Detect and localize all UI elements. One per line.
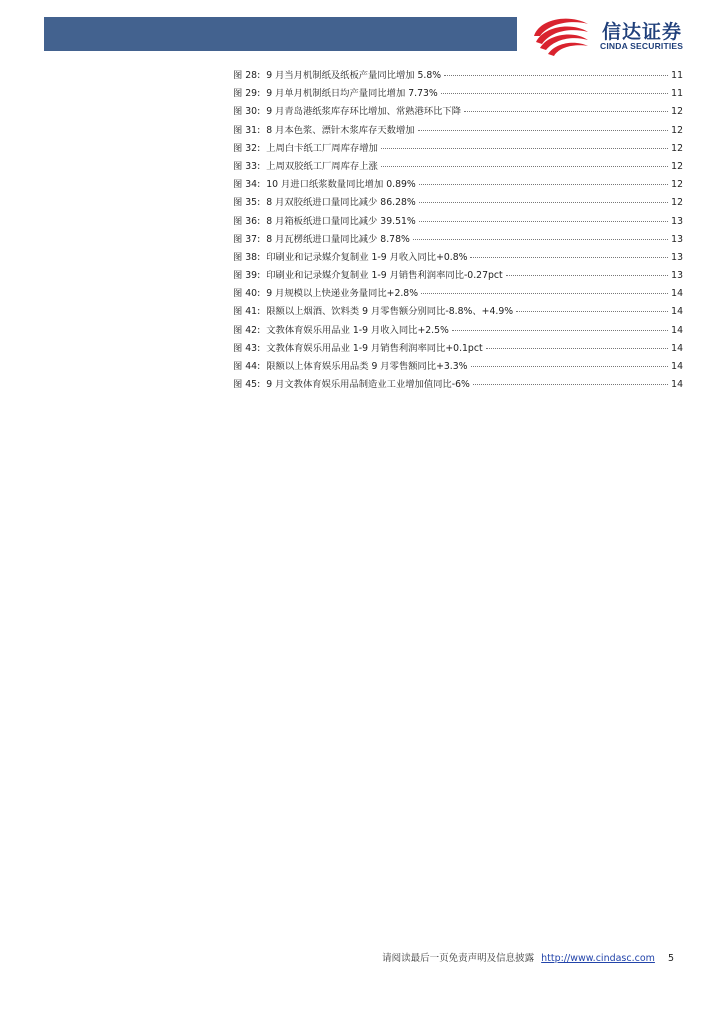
- toc-label: 图 33:: [233, 160, 261, 172]
- toc-page-number: 14: [671, 324, 683, 336]
- toc-title: 8 月双胶纸进口量同比减少 86.28%: [266, 197, 416, 209]
- toc-label: 图 39:: [233, 270, 261, 282]
- toc-entry[interactable]: [233, 176, 683, 194]
- toc-title: 9 月单月机制纸日均产量同比增加 7.73%: [266, 88, 438, 100]
- dot-leader: [419, 184, 668, 185]
- toc-entry[interactable]: [233, 158, 683, 176]
- toc-entry[interactable]: [233, 85, 683, 103]
- toc-entry[interactable]: [233, 358, 683, 376]
- toc-title: 上周白卡纸工厂周库存增加: [266, 142, 378, 154]
- toc-entry[interactable]: [233, 376, 683, 394]
- dot-leader: [421, 293, 668, 294]
- toc-label: 图 32:: [233, 142, 261, 154]
- toc-label: 图 29:: [233, 88, 261, 100]
- toc-label: 图 35:: [233, 197, 261, 209]
- toc-entry[interactable]: [233, 267, 683, 285]
- toc-title: 9 月当月机制纸及纸板产量同比增加 5.8%: [266, 70, 442, 81]
- toc-page-number: 14: [671, 342, 683, 354]
- header-band: [44, 17, 517, 51]
- toc-entry[interactable]: [233, 303, 683, 321]
- dot-leader: [506, 275, 668, 276]
- toc-title: 限额以上烟酒、饮料类 9 月零售额分别同比-8.8%、+4.9%: [266, 306, 514, 318]
- toc-label: 图 43:: [233, 342, 261, 354]
- toc-page-number: 12: [671, 124, 683, 136]
- toc-page-number: 12: [671, 160, 683, 172]
- toc-entry[interactable]: [233, 122, 683, 140]
- page-number: 5: [667, 953, 674, 964]
- toc-label: 图 38:: [233, 251, 261, 263]
- toc-title: 文教体育娱乐用品业 1-9 月销售利润率同比+0.1pct: [266, 342, 483, 354]
- toc-label: 图 36:: [233, 215, 261, 227]
- toc-title: 8 月瓦楞纸进口量同比减少 8.78%: [266, 233, 410, 245]
- toc-page-number: 14: [671, 288, 683, 300]
- toc-title: 9 月规模以上快递业务量同比+2.8%: [266, 288, 419, 300]
- dot-leader: [441, 93, 668, 94]
- toc-entry[interactable]: [233, 285, 683, 303]
- toc-entry[interactable]: [233, 140, 683, 158]
- website-link[interactable]: http://www.cindasc.com: [541, 953, 655, 964]
- toc-page-number: 13: [671, 215, 683, 227]
- toc-page-number: 11: [671, 70, 683, 81]
- logo-english-text: CINDA SECURITIES: [600, 41, 684, 51]
- toc-entry[interactable]: [233, 67, 683, 85]
- dot-leader: [471, 366, 668, 367]
- toc-page-number: 13: [671, 251, 683, 263]
- dot-leader: [418, 130, 668, 131]
- toc-page-number: 14: [671, 379, 683, 391]
- toc-label: 图 37:: [233, 233, 261, 245]
- toc-page-number: 13: [671, 233, 683, 245]
- toc-entry[interactable]: [233, 194, 683, 212]
- toc-label: 图 45:: [233, 379, 261, 391]
- toc-title: 文教体育娱乐用品业 1-9 月收入同比+2.5%: [266, 324, 449, 336]
- toc-page-number: 12: [671, 142, 683, 154]
- toc-entry[interactable]: [233, 322, 683, 340]
- toc-entry[interactable]: [233, 103, 683, 121]
- dot-leader: [464, 111, 668, 112]
- logo-chinese-text: 信达证券: [602, 21, 683, 43]
- toc-label: 图 31:: [233, 124, 261, 136]
- toc-page-number: 12: [671, 179, 683, 191]
- toc-entry[interactable]: [233, 249, 683, 267]
- toc-label: 图 34:: [233, 179, 261, 191]
- figure-list: [233, 67, 683, 394]
- dot-leader: [452, 330, 668, 331]
- dot-leader: [419, 221, 668, 222]
- toc-label: 图 28:: [233, 70, 261, 81]
- dot-leader: [470, 257, 668, 258]
- toc-title: 印刷业和记录媒介复制业 1-9 月销售利润率同比-0.27pct: [266, 270, 503, 282]
- toc-title: 8 月本色浆、漂针木浆库存天数增加: [266, 124, 415, 136]
- toc-page-number: 14: [671, 306, 683, 318]
- toc-title: 8 月箱板纸进口量同比减少 39.51%: [266, 215, 416, 227]
- toc-title: 10 月进口纸浆数量同比增加 0.89%: [266, 179, 416, 191]
- toc-entry[interactable]: [233, 340, 683, 358]
- dot-leader: [381, 148, 668, 149]
- toc-entry[interactable]: [233, 231, 683, 249]
- disclaimer-text: 请阅读最后一页免责声明及信息披露: [382, 953, 535, 964]
- dot-leader: [473, 384, 668, 385]
- toc-entry[interactable]: [233, 213, 683, 231]
- dot-leader: [419, 202, 668, 203]
- toc-title: 印刷业和记录媒介复制业 1-9 月收入同比+0.8%: [266, 251, 468, 263]
- toc-title: 9 月文教体育娱乐用品制造业工业增加值同比-6%: [266, 379, 470, 391]
- toc-title: 9 月青岛港纸浆库存环比增加、常熟港环比下降: [266, 106, 462, 118]
- toc-page-number: 12: [671, 197, 683, 209]
- toc-page-number: 13: [671, 270, 683, 282]
- dot-leader: [516, 311, 668, 312]
- dot-leader: [413, 239, 668, 240]
- dot-leader: [444, 75, 668, 76]
- toc-title: 上周双胶纸工厂周库存上涨: [266, 160, 378, 172]
- page-footer: [382, 950, 674, 964]
- logo: [530, 14, 710, 56]
- toc-page-number: 14: [671, 361, 683, 372]
- dot-leader: [381, 166, 668, 167]
- toc-label: 图 30:: [233, 106, 261, 118]
- toc-label: 图 41:: [233, 306, 261, 318]
- toc-page-number: 11: [671, 88, 683, 100]
- toc-label: 图 40:: [233, 288, 261, 300]
- toc-title: 限额以上体育娱乐用品类 9 月零售额同比+3.3%: [266, 361, 468, 372]
- toc-page-number: 12: [671, 106, 683, 118]
- dot-leader: [486, 348, 668, 349]
- cinda-logo-icon: [530, 14, 592, 56]
- toc-label: 图 44:: [233, 361, 261, 372]
- toc-label: 图 42:: [233, 324, 261, 336]
